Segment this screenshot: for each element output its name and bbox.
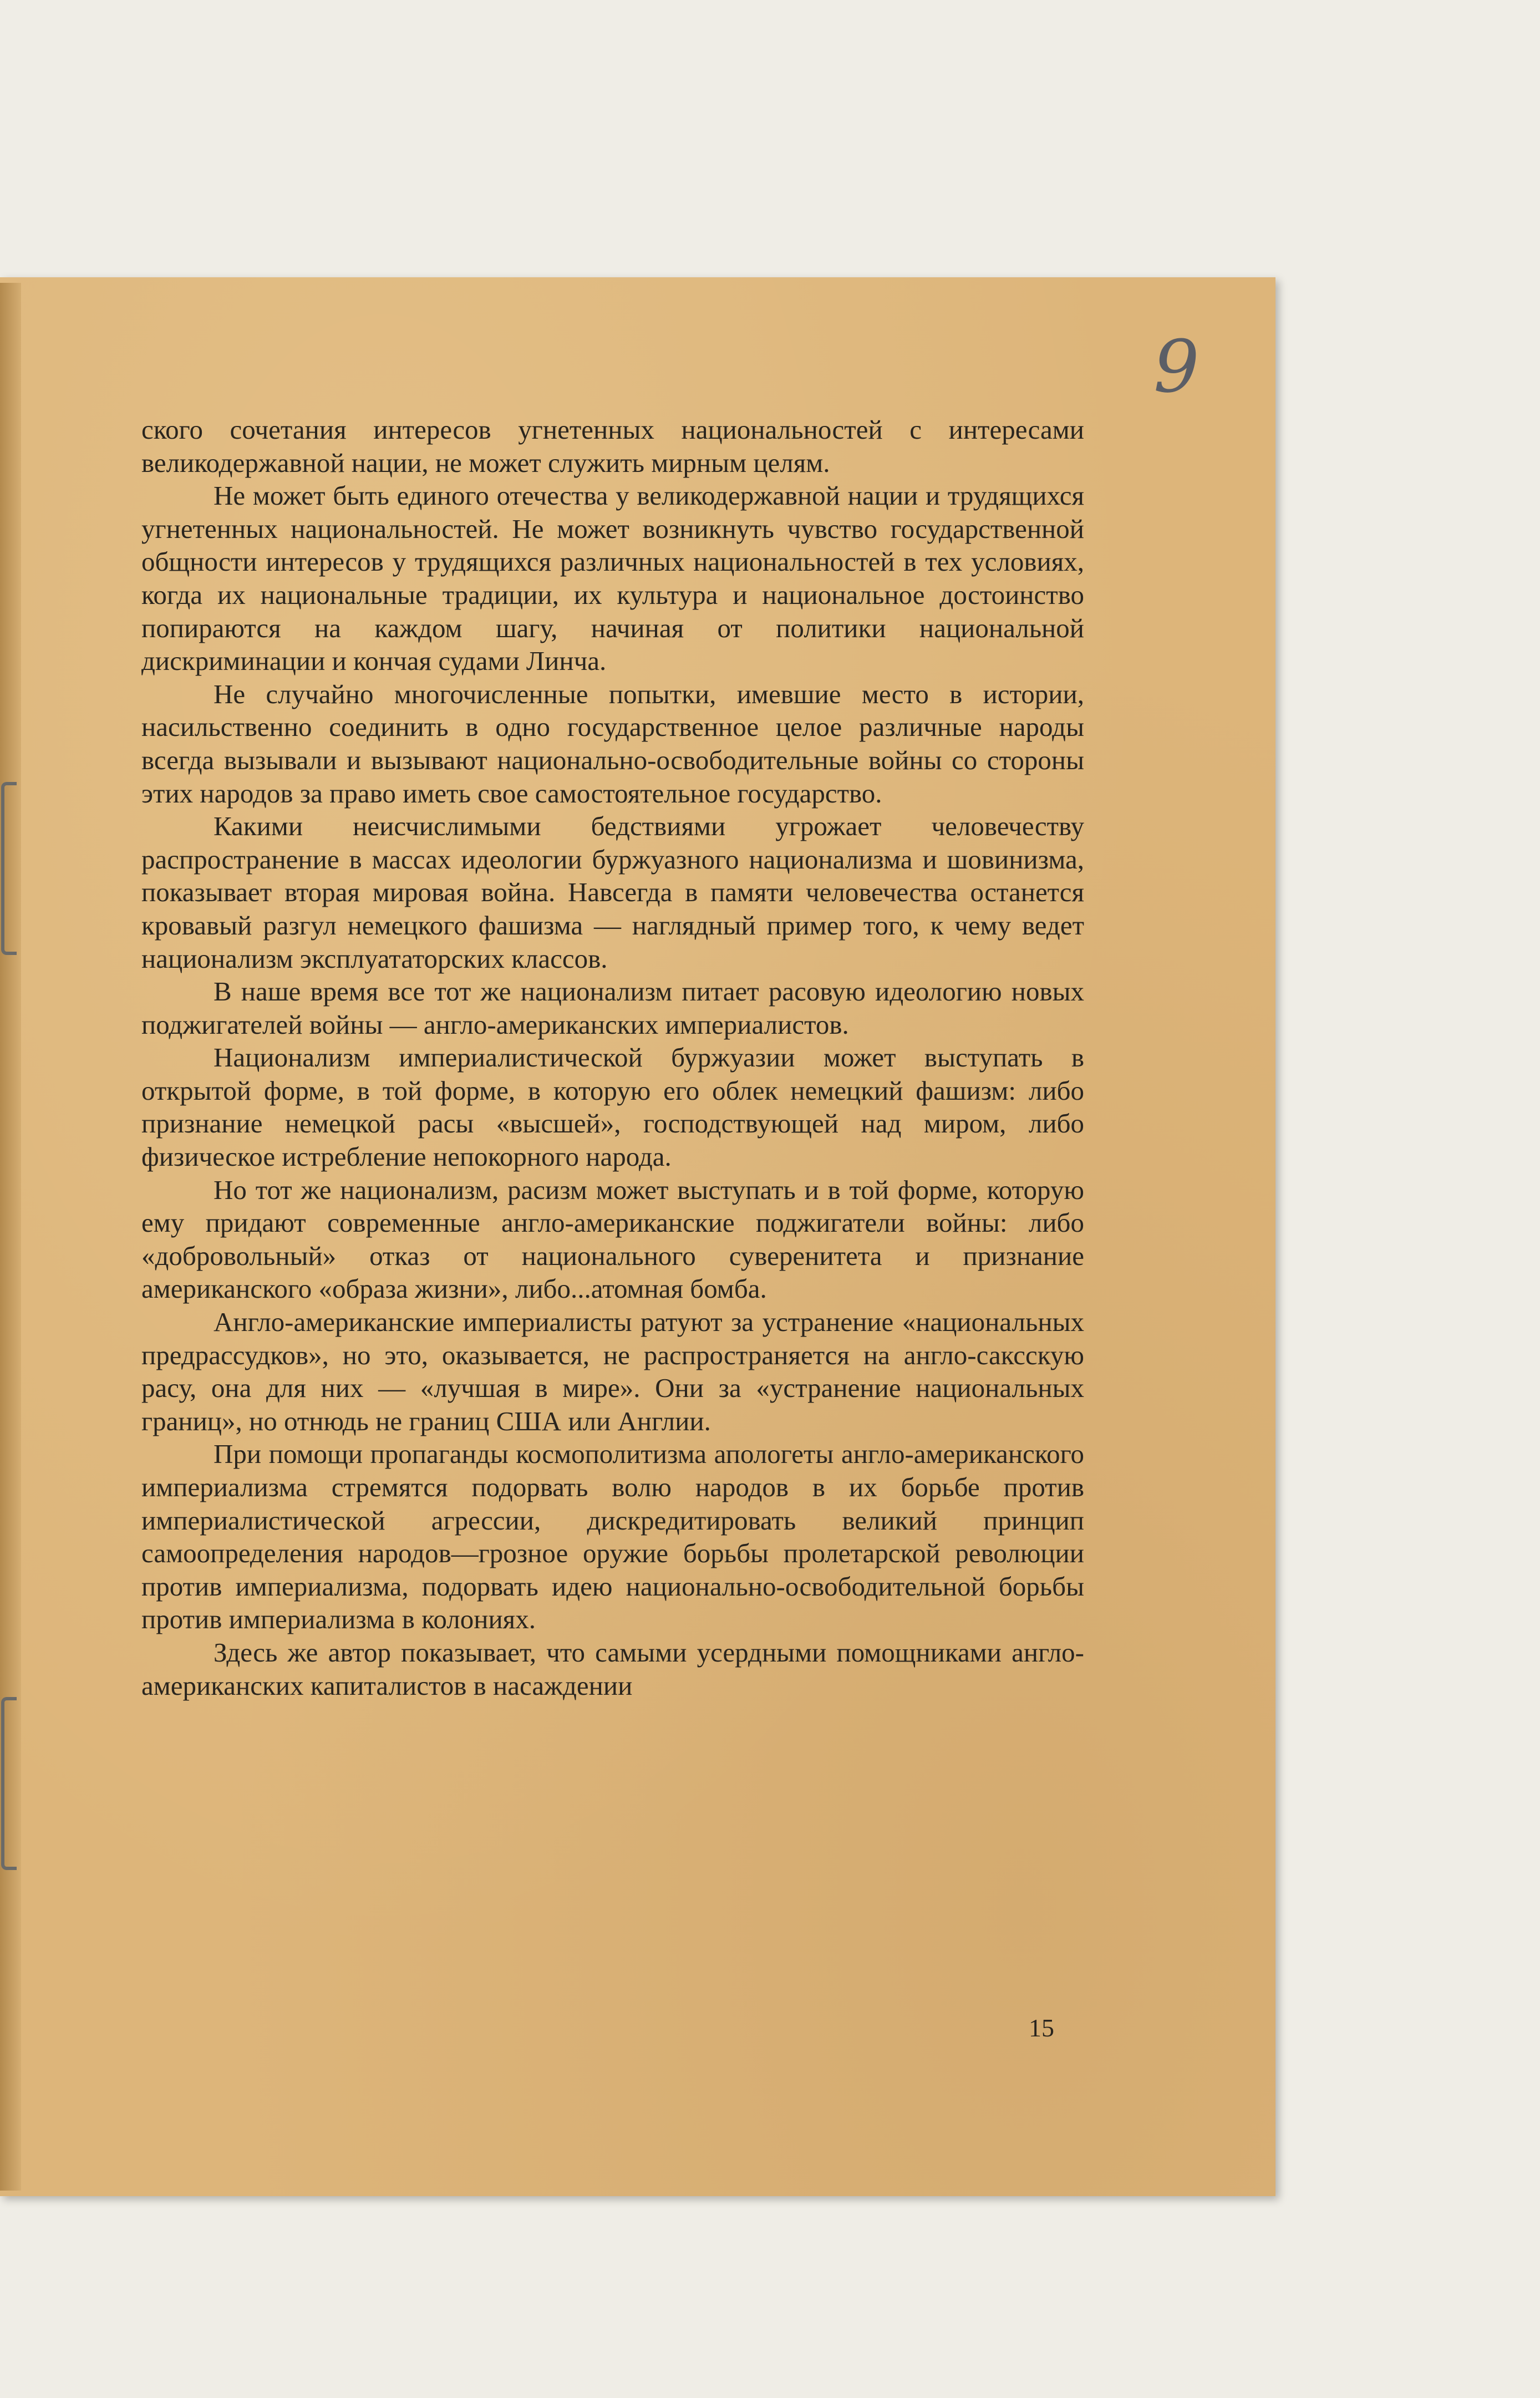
paragraph: Национализм империалистической буржуазии может выступать в открытой форме, в той форме, в которую его облек немецкий фашизм: либо признание немецкой расы «высшей», господствующей над миром, либо физическое истребление непокорного народа. — [141, 1042, 1084, 1172]
paragraph: Какими неисчислимыми бедствиями угрожает человечеству распространение в массах идеологии буржуазного национализма и шовинизма, показывает вторая мировая война. Навсегда в памяти человечества останется кровавый разгул немецкого фашизма — наглядный пример того, к чему ведет национализм эксплуататорских классов. — [141, 811, 1084, 974]
paragraph: Не случайно многочисленные попытки, имевшие место в истории, насильственно соединить в одно государственное целое различные народы всегда вызывали и вызывают национально-освободительные войны со стороны этих народов за право иметь свое самостоятельное государство. — [141, 678, 1084, 809]
paragraph: Но тот же национализм, расизм может выступать и в той форме, которую ему придают современные англо-американские поджигатели войны: либо «добровольный» отказ от национального суверенитета и признание американского «образа жизни», либо...атомная бомба. — [141, 1174, 1084, 1304]
paragraph: Не может быть единого отечества у великодержавной нации и трудящихся угнетенных национальностей. Не может возникнуть чувство государственной общности интересов у трудящихся различных национальностей в тех условиях, когда их национальные традиции, их культура и национальное достоинство попираются на каждом шагу, начиная от политики национальной дискриминации и кончая судами Линча. — [141, 480, 1084, 677]
handwritten-page-number: 9 — [1153, 324, 1200, 409]
paragraph: При помощи пропаганды космополитизма апологеты англо-американского империализма стремятся подорвать волю народов в их борьбе против империалистической агрессии, дискредитировать великий принцип самоопределения народов—грозное оружие борьбы пролетарской революции против империализма, подорвать идею национально-освободительной борьбы против империализма в колониях. — [141, 1439, 1084, 1635]
page-text — [141, 413, 1084, 1702]
binding-staple — [1, 782, 17, 955]
paragraph: В наше время все тот же национализм питает расовую идеологию новых поджигателей войны — англо-американских империалистов. — [141, 976, 1084, 1040]
paragraph: ского сочетания интересов угнетенных национальностей с интересами великодержавной нации, не может служить мирным целям. — [141, 414, 1084, 478]
paragraph: Здесь же автор показывает, что самыми усердными помощниками англо-американских капиталистов в насаждении — [141, 1637, 1084, 1701]
paragraph: Англо-американские империалисты ратуют за устранение «национальных предрассудков», но это, оказывается, не распространяется на англо-саксскую расу, она для них — «лучшая в мире». Они за «устранение национальных границ», но отнюдь не границ США или Англии. — [141, 1307, 1084, 1436]
printed-page-number: 15 — [1029, 2014, 1054, 2042]
spine-edge — [0, 283, 21, 2191]
binding-staple — [1, 1697, 17, 1870]
